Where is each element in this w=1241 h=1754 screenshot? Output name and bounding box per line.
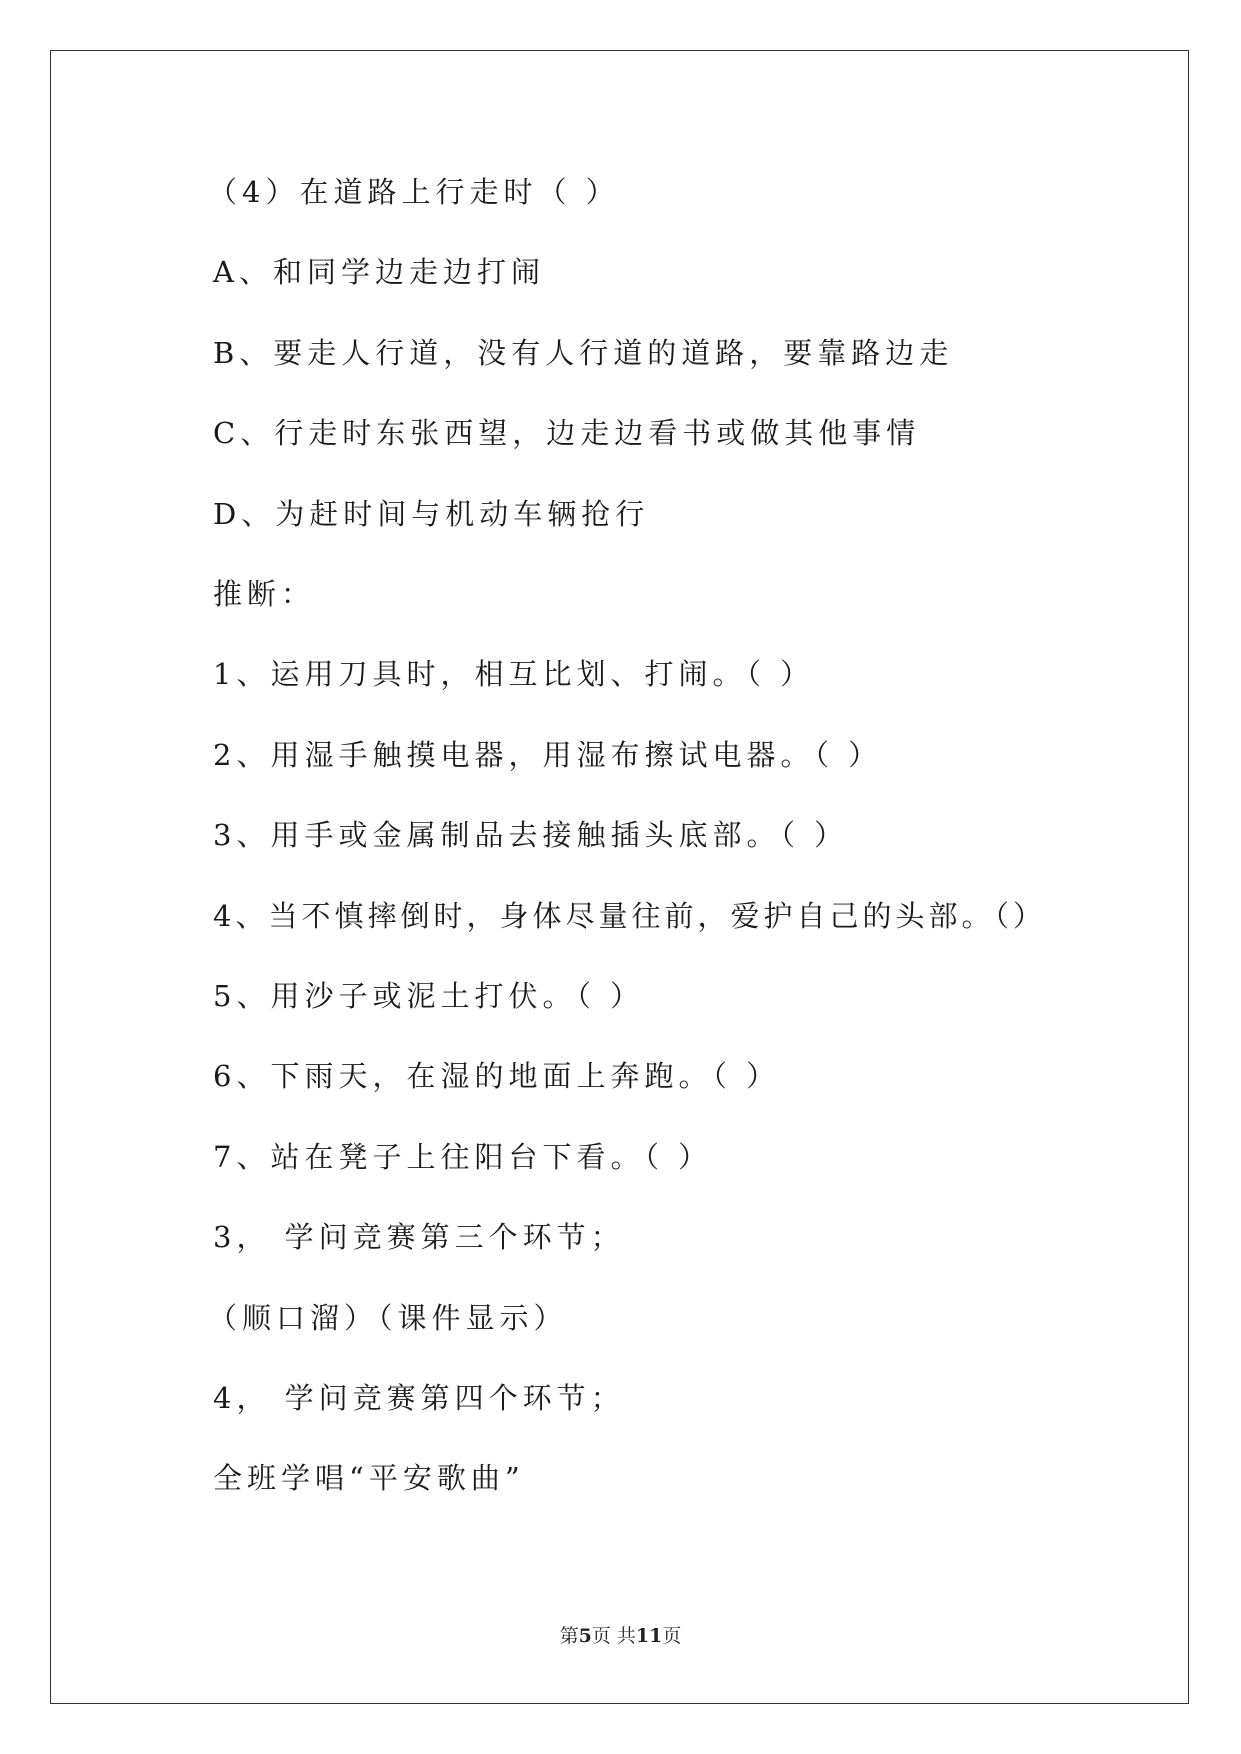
section-3-heading: 3， 学问竞赛第三个环节； [213, 1220, 625, 1254]
footer-prefix: 第 [559, 1625, 579, 1647]
option-c: C、行走时东张西望，边走边看书或做其他事情 [213, 416, 921, 450]
section-3-note: （顺口溜）（课件显示） [208, 1301, 568, 1335]
judgement-item-3: 3、用手或金属制品去接触插头底部。（ ） [213, 818, 849, 852]
section-4-activity: 全班学唱“平安歌曲” [213, 1461, 525, 1495]
option-a: A、和同学边走边打闹 [213, 255, 545, 289]
footer-total-pages: 11 [635, 1625, 663, 1647]
footer-middle: 页 共 [591, 1625, 636, 1647]
section-4-heading: 4， 学问竞赛第四个环节； [213, 1381, 625, 1415]
footer-suffix: 页 [662, 1625, 682, 1647]
judgement-heading: 推断： [213, 577, 316, 611]
judgement-item-5: 5、用沙子或泥土打伏。（ ） [213, 979, 645, 1013]
option-b: B、要走人行道，没有人行道的道路，要靠路边走 [213, 336, 954, 370]
question-4-stem: （4）在道路上行走时（ ） [208, 175, 620, 209]
judgement-item-6: 6、下雨天，在湿的地面上奔跑。（ ） [213, 1059, 781, 1093]
judgement-item-4: 4、当不慎摔倒时，身体尽量往前，爱护自己的头部。（） [213, 899, 1046, 933]
judgement-item-7: 7、站在凳子上往阳台下看。（ ） [213, 1140, 713, 1174]
page-footer [0, 1624, 1241, 1648]
footer-page-number: 5 [578, 1625, 592, 1647]
judgement-item-1: 1、运用刀具时，相互比划、打闹。（ ） [213, 657, 815, 691]
option-d: D、为赶时间与机动车辆抢行 [213, 497, 650, 531]
page-border [50, 50, 1189, 1704]
judgement-item-2: 2、用湿手触摸电器，用湿布擦试电器。（ ） [213, 738, 883, 772]
